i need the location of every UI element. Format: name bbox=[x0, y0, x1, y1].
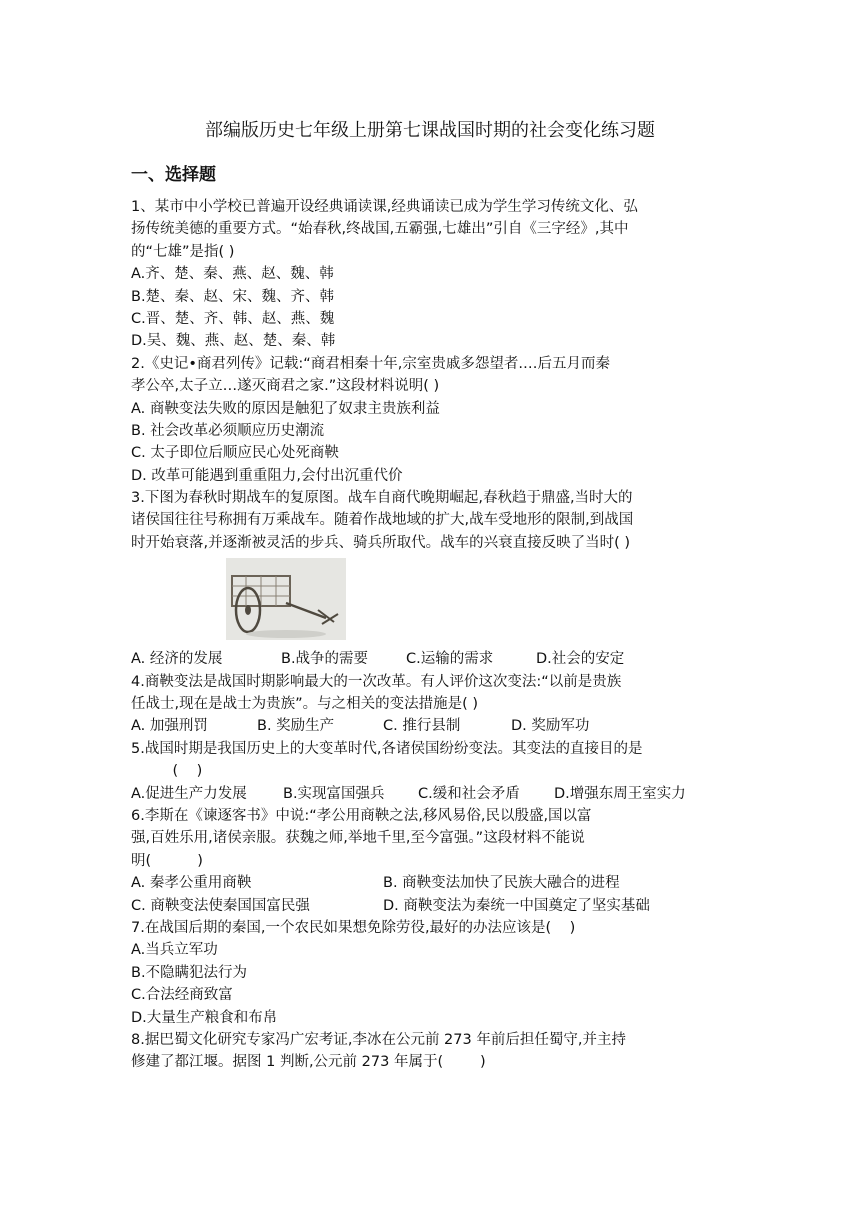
option-d: D.吴、魏、燕、赵、楚、秦、韩 bbox=[131, 333, 336, 350]
section-heading: 一、选择题 bbox=[131, 165, 216, 185]
option-b: B.战争的需要 bbox=[281, 651, 369, 668]
option-b: B. 奖励生产 bbox=[257, 718, 335, 735]
question-text: ( ) bbox=[131, 763, 203, 780]
options-row bbox=[131, 783, 731, 805]
question-text: 强,百姓乐用,诸侯亲服。获魏之师,举地千里,至今富强。”这段材料不能说 bbox=[131, 830, 585, 847]
question-text: 8.据巴蜀文化研究专家冯广宏考证,李冰在公元前 273 年前后担任蜀守,并主持 bbox=[131, 1031, 626, 1048]
option-a: A. 加强刑罚 bbox=[131, 718, 208, 735]
option-a: A. 商鞅变法失败的原因是触犯了奴隶主贵族利益 bbox=[131, 400, 440, 417]
option-c: C. 推行县制 bbox=[383, 718, 461, 735]
question-text: 修建了都江堰。据图 1 判断,公元前 273 年属于( ) bbox=[131, 1054, 486, 1071]
question-3 bbox=[131, 487, 731, 671]
chariot-image bbox=[226, 558, 346, 640]
option-a: A. 经济的发展 bbox=[131, 651, 223, 668]
options-row bbox=[131, 872, 731, 894]
question-7 bbox=[131, 917, 731, 1029]
option-c: C.缓和社会矛盾 bbox=[418, 785, 520, 802]
question-text: 诸侯国往往号称拥有万乘战车。随着作战地域的扩大,战车受地形的限制,到战国 bbox=[131, 512, 634, 529]
options-row bbox=[131, 715, 731, 737]
option-d: D. 改革可能遇到重重阻力,会付出沉重代价 bbox=[131, 467, 403, 484]
option-a: A.齐、楚、秦、燕、赵、魏、韩 bbox=[131, 266, 334, 283]
option-d: D.增强东周王室实力 bbox=[554, 785, 686, 802]
question-6 bbox=[131, 805, 731, 917]
question-text: 4.商鞅变法是战国时期影响最大的一次改革。有人评价这次变法:“以前是贵族 bbox=[131, 673, 622, 690]
option-b: B. 社会改革必须顺应历史潮流 bbox=[131, 422, 325, 439]
question-text: 的“七雄”是指( ) bbox=[131, 243, 235, 260]
option-c: C.运输的需求 bbox=[406, 651, 494, 668]
question-text: 任战士,现在是战士为贵族”。与之相关的变法措施是( ) bbox=[131, 696, 479, 713]
options-row bbox=[131, 648, 731, 670]
question-text: 7.在战国后期的秦国,一个农民如果想免除劳役,最好的办法应该是( ) bbox=[131, 919, 576, 936]
question-text: 孝公卒,太子立…遂灭商君之家.”这段材料说明( ) bbox=[131, 378, 440, 395]
option-b: B.楚、秦、赵、宋、魏、齐、韩 bbox=[131, 288, 335, 305]
option-d: D. 奖励军功 bbox=[511, 718, 590, 735]
question-text: 扬传统美德的重要方式。“始春秋,终战国,五霸强,七雄出”引自《三字经》,其中 bbox=[131, 221, 629, 238]
option-c: C.晋、楚、齐、韩、赵、燕、魏 bbox=[131, 310, 335, 327]
option-d: D.大量生产粮食和布帛 bbox=[131, 1009, 278, 1026]
option-b: B.实现富国强兵 bbox=[283, 785, 385, 802]
option-b: B.不隐瞒犯法行为 bbox=[131, 964, 248, 981]
option-d: D.社会的安定 bbox=[536, 651, 625, 668]
question-text: 时开始衰落,并逐渐被灵活的步兵、骑兵所取代。战车的兴衰直接反映了当时( ) bbox=[131, 534, 631, 551]
question-1 bbox=[131, 196, 731, 353]
option-c: C.合法经商致富 bbox=[131, 987, 233, 1004]
option-d: D. 商鞅变法为秦统一中国奠定了坚实基础 bbox=[383, 897, 650, 914]
question-2 bbox=[131, 353, 731, 487]
option-a: A. 秦孝公重用商鞅 bbox=[131, 875, 252, 892]
question-text: 3.下图为春秋时期战车的复原图。战车自商代晚期崛起,春秋趋于鼎盛,当时大的 bbox=[131, 490, 633, 507]
option-a: A.当兵立军功 bbox=[131, 942, 218, 959]
option-c: C. 商鞅变法使秦国国富民强 bbox=[131, 897, 310, 914]
question-8 bbox=[131, 1029, 731, 1074]
question-text: 5.战国时期是我国历史上的大变革时代,各诸侯国纷纷变法。其变法的直接目的是 bbox=[131, 740, 643, 757]
question-text: 6.李斯在《谏逐客书》中说:“孝公用商鞅之法,移风易俗,民以殷盛,国以富 bbox=[131, 807, 592, 824]
question-text: 2.《史记•商君列传》记载:“商君相秦十年,宗室贵戚多怨望者.…后五月而秦 bbox=[131, 355, 611, 372]
options-row bbox=[131, 895, 731, 917]
question-5 bbox=[131, 738, 731, 805]
option-a: A.促进生产力发展 bbox=[131, 785, 247, 802]
question-4 bbox=[131, 671, 731, 738]
question-text: 1、某市中小学校已普遍开设经典诵读课,经典诵读已成为学生学习传统文化、弘 bbox=[131, 199, 638, 215]
question-list bbox=[131, 196, 731, 1074]
document-title: 部编版历史七年级上册第七课战国时期的社会变化练习题 bbox=[205, 120, 655, 141]
option-c: C. 太子即位后顺应民心处死商鞅 bbox=[131, 445, 339, 462]
option-b: B. 商鞅变法加快了民族大融合的进程 bbox=[383, 875, 620, 892]
question-text: 明( ) bbox=[131, 852, 203, 869]
chariot-icon bbox=[226, 558, 346, 640]
